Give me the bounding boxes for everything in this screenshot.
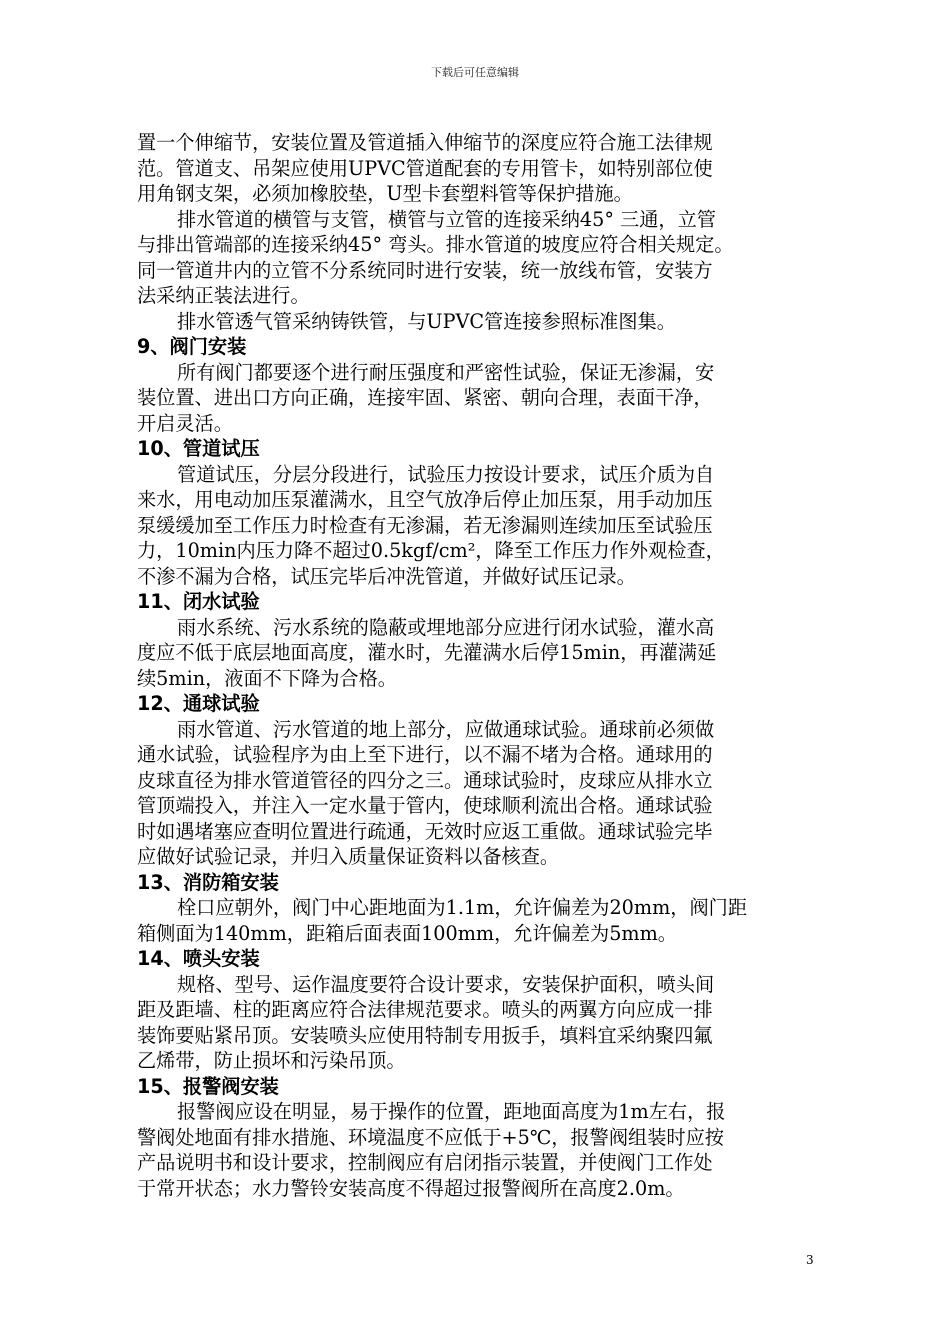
paragraph-line: 栓口应朝外，阀门中心距地面为1.1m，允许偏差为20mm，阀门距 (177, 896, 748, 919)
page-header: 下载后可任意编辑 (431, 66, 519, 79)
paragraph-line: 皮球直径为排水管道管径的四分之三。通球试验时，皮球应从排水立 (137, 768, 713, 792)
paragraph-line: 应做好试验记录，并归入质量保证资料以备核查。 (137, 845, 560, 868)
paragraph-line: 雨水管道、污水管道的地上部分，应做通球试验。通球前必须做 (177, 717, 715, 741)
paragraph-line: 泵缓缓加至工作压力时检查有无渗漏，若无渗漏则连续加压至试验压 (137, 513, 713, 537)
section-heading: 15、报警阀安装 (137, 1074, 279, 1098)
paragraph-line: 产品说明书和设计要求，控制阀应有启闭指示装置，并使阀门工作处 (137, 1151, 713, 1174)
paragraph-line: 力，10min内压力降不超过0.5kgf/cm²，降至工作压力作外观检查， (137, 539, 725, 562)
section-heading: 11、闭水试验 (137, 590, 260, 613)
paragraph-line: 续5min，液面不下降为合格。 (137, 666, 397, 690)
page-number: 3 (806, 1253, 814, 1267)
paragraph-line: 置一个伸缩节，安装位置及管道插入伸缩节的深度应符合施工法律规 (137, 131, 713, 154)
paragraph-line: 通水试验，试验程序为由上至下进行，以不漏不堵为合格。通球用的 (137, 743, 713, 766)
paragraph-line: 报警阀应设在明显，易于操作的位置，距地面高度为1m左右，报 (177, 1100, 726, 1123)
paragraph-line: 用角钢支架，必须加橡胶垫，U型卡套塑料管等保护措施。 (137, 182, 633, 205)
paragraph-line: 排水管透气管采纳铸铁管，与UPVC管连接参照标准图集。 (177, 309, 676, 333)
paragraph-line: 装位置、进出口方向正确，连接牢固、紧密、朝向合理，表面干净， (137, 386, 713, 409)
paragraph-line: 于常开状态；水力警铃安装高度不得超过报警阀所在高度2.0m。 (137, 1176, 685, 1200)
paragraph-line: 法采纳正装法进行。 (137, 284, 310, 307)
paragraph-line: 度应不低于底层地面高度，灌水时，先灌满水后停15min，再灌满延 (137, 641, 717, 664)
section-heading: 13、消防箱安装 (137, 870, 279, 894)
paragraph-line: 排水管道的横管与支管，横管与立管的连接采纳45° 三通，立管 (177, 207, 716, 231)
paragraph-line: 不渗不漏为合格，试压完毕后冲洗管道，并做好试压记录。 (137, 564, 636, 588)
paragraph-line: 规格、型号、运作温度要符合设计要求，安装保护面积，喷头间 (177, 972, 715, 996)
paragraph-line: 警阀处地面有排水措施、环境温度不应低于+5℃，报警阀组装时应按 (137, 1125, 724, 1149)
paragraph-line: 时如遇堵塞应查明位置进行疏通，无效时应返工重做。通球试验完毕 (137, 819, 713, 843)
paragraph-line: 雨水系统、污水系统的隐蔽或埋地部分应进行闭水试验，灌水高 (177, 615, 715, 639)
paragraph-line: 来水，用电动加压泵灌满水，且空气放净后停止加压泵，用手动加压 (137, 488, 713, 511)
section-heading: 10、管道试压 (137, 437, 260, 460)
paragraph-line: 装饰要贴紧吊顶。安装喷头应使用特制专用扳手，填料宜采纳聚四氟 (137, 1023, 713, 1047)
paragraph-line: 管道试压，分层分段进行，试验压力按设计要求，试压介质为自 (177, 462, 715, 486)
section-heading: 12、通球试验 (137, 692, 260, 715)
paragraph-line: 所有阀门都要逐个进行耐压强度和严密性试验，保证无渗漏，安 (177, 360, 715, 384)
paragraph-line: 同一管道井内的立管不分系统同时进行安装，统一放线布管，安装方 (137, 258, 713, 282)
section-heading: 9、阀门安装 (137, 335, 247, 358)
paragraph-line: 距及距墙、柱的距离应符合法律规范要求。喷头的两翼方向应成一排 (137, 998, 713, 1021)
paragraph-line: 箱侧面为140mm，距箱后面表面100mm，允许偏差为5mm。 (137, 921, 677, 945)
paragraph-line: 开启灵活。 (137, 411, 233, 435)
paragraph-line: 乙烯带，防止损坏和污染吊顶。 (137, 1049, 406, 1072)
document-body (137, 130, 817, 1201)
section-heading: 14、喷头安装 (137, 947, 260, 970)
paragraph-line: 管顶端投入，并注入一定水量于管内，使球顺利流出合格。通球试验 (137, 794, 713, 817)
paragraph-line: 范。管道支、吊架应使用UPVC管道配套的专用管卡，如特别部位使 (137, 156, 713, 180)
paragraph-line: 与排出管端部的连接采纳45° 弯头。排水管道的坡度应符合相关规定。 (137, 233, 734, 256)
